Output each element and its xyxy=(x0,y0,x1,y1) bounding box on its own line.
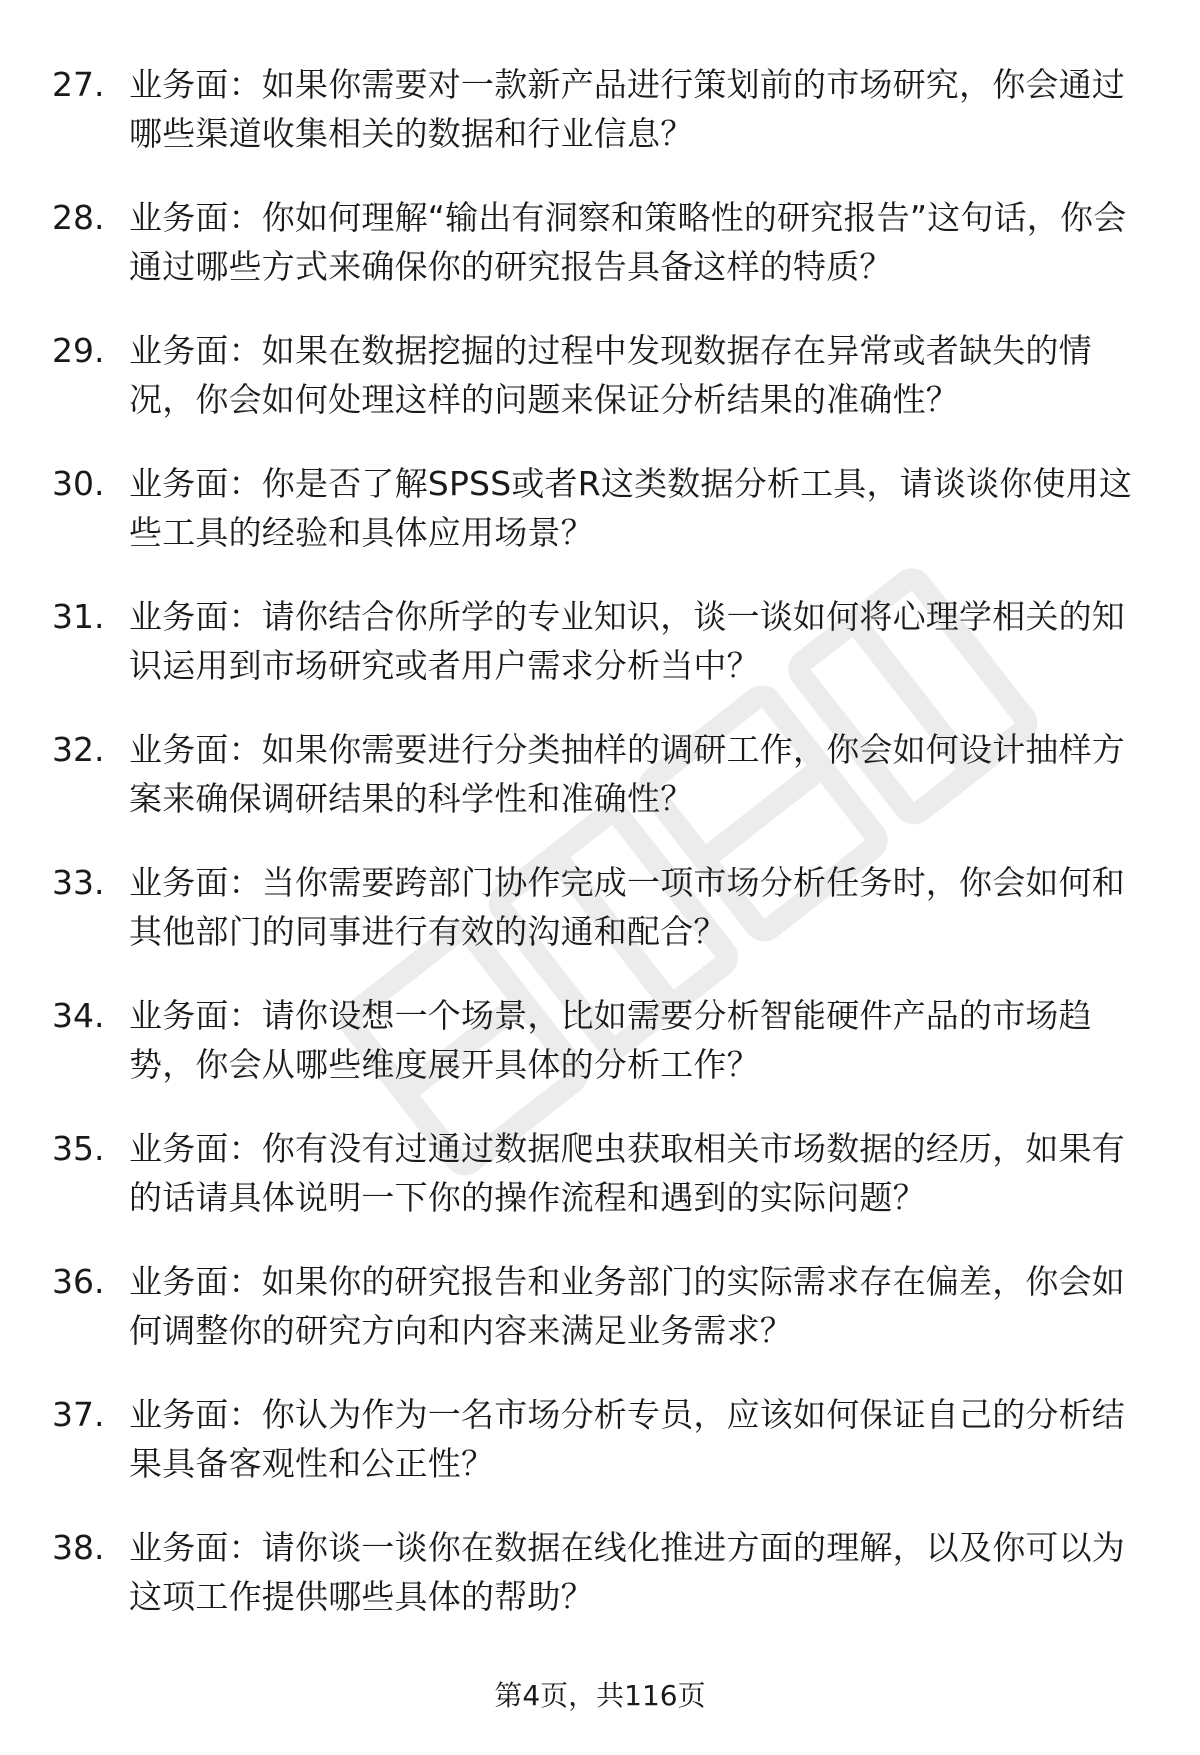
question-text: 业务面：你是否了解SPSS或者R这类数据分析工具，请谈谈你使用这些工具的经验和具体应用场景？ xyxy=(129,464,1133,552)
question-text: 业务面：请你结合你所学的专业知识，谈一谈如何将心理学相关的知识运用到市场研究或者用户需求分析当中？ xyxy=(129,597,1125,685)
question-number: 29. xyxy=(52,331,105,370)
question-text: 业务面：如果你需要进行分类抽样的调研工作，你会如何设计抽样方案来确保调研结果的科学性和准确性？ xyxy=(129,730,1125,818)
question-number: 38. xyxy=(52,1528,105,1567)
question-text: 业务面：如果你需要对一款新产品进行策划前的市场研究，你会通过哪些渠道收集相关的数据和行业信息？ xyxy=(129,65,1125,153)
list-item xyxy=(0,1124,1200,1257)
question-number: 35. xyxy=(52,1129,105,1168)
page-footer: 第4页，共116页 xyxy=(494,1679,706,1712)
list-item xyxy=(0,60,1200,193)
list-item xyxy=(0,1257,1200,1390)
question-number: 33. xyxy=(52,863,105,902)
question-number: 32. xyxy=(52,730,105,769)
question-text: 业务面：请你设想一个场景，比如需要分析智能硬件产品的市场趋势，你会从哪些维度展开具体的分析工作？ xyxy=(129,996,1092,1084)
list-item xyxy=(0,1390,1200,1523)
question-text: 业务面：当你需要跨部门协作完成一项市场分析任务时，你会如何和其他部门的同事进行有效的沟通和配合？ xyxy=(129,863,1125,951)
question-text: 业务面：如果在数据挖掘的过程中发现数据存在异常或者缺失的情况，你会如何处理这样的问题来保证分析结果的准确性？ xyxy=(129,331,1092,419)
list-item xyxy=(0,459,1200,592)
list-item xyxy=(0,991,1200,1124)
list-item xyxy=(0,592,1200,725)
list-item xyxy=(0,326,1200,459)
question-number: 28. xyxy=(52,198,105,237)
question-number: 30. xyxy=(52,464,105,503)
list-item xyxy=(0,193,1200,326)
question-number: 31. xyxy=(52,597,105,636)
list-item xyxy=(0,725,1200,858)
question-number: 36. xyxy=(52,1262,105,1301)
question-number: 37. xyxy=(52,1395,105,1434)
list-item xyxy=(0,1523,1200,1656)
list-item xyxy=(0,858,1200,991)
question-text: 业务面：你认为作为一名市场分析专员，应该如何保证自己的分析结果具备客观性和公正性？ xyxy=(129,1395,1125,1483)
question-text: 业务面：请你谈一谈你在数据在线化推进方面的理解，以及你可以为这项工作提供哪些具体的帮助？ xyxy=(129,1528,1125,1616)
question-list xyxy=(0,60,1200,1656)
question-text: 业务面：你有没有过通过数据爬虫获取相关市场数据的经历，如果有的话请具体说明一下你的操作流程和遇到的实际问题？ xyxy=(129,1129,1125,1217)
question-text: 业务面：你如何理解“输出有洞察和策略性的研究报告”这句话，你会通过哪些方式来确保你的研究报告具备这样的特质？ xyxy=(129,198,1127,286)
question-number: 34. xyxy=(52,996,105,1035)
question-number: 27. xyxy=(52,65,105,104)
question-text: 业务面：如果你的研究报告和业务部门的实际需求存在偏差，你会如何调整你的研究方向和内容来满足业务需求？ xyxy=(129,1262,1125,1350)
